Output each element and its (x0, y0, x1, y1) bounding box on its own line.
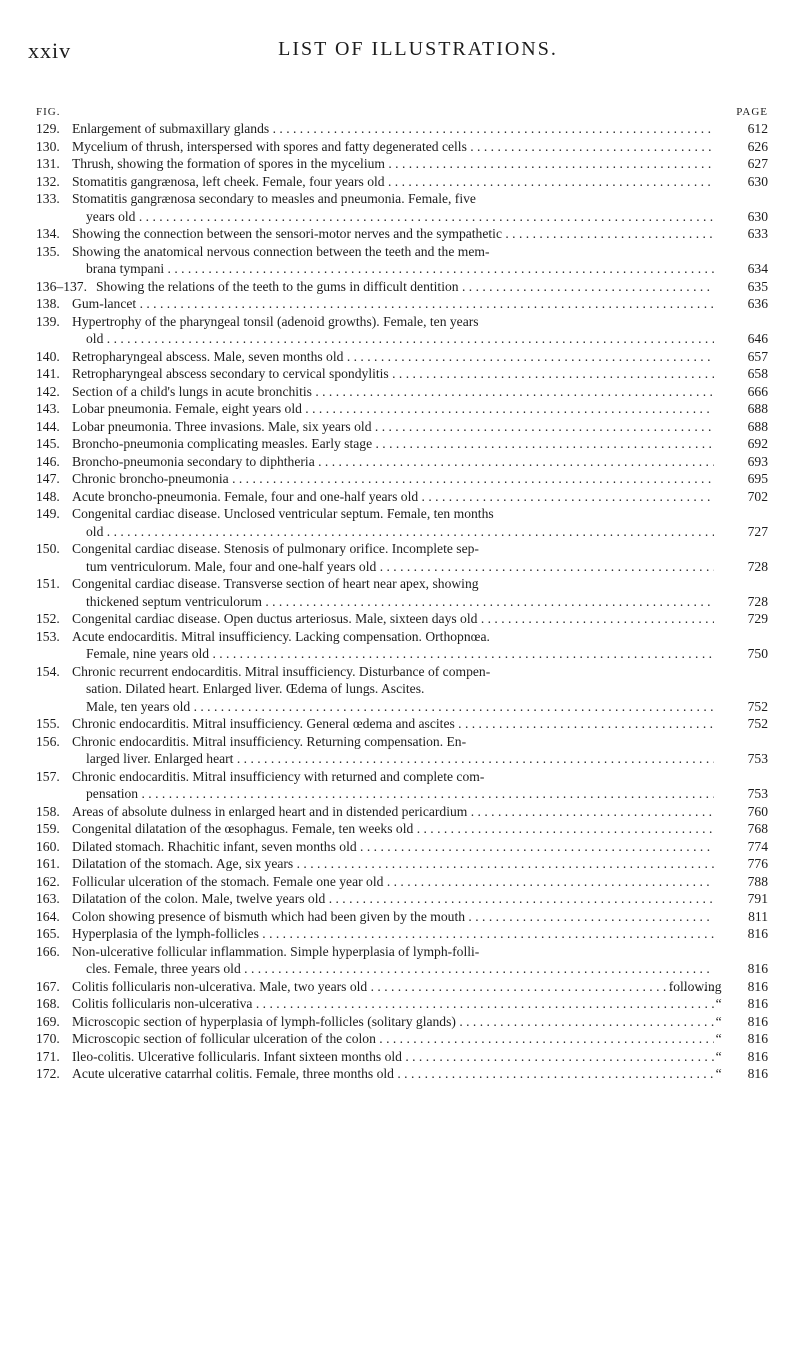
list-item (36, 155, 768, 173)
placement-note: following (668, 978, 722, 994)
page-number-value: 626 (747, 138, 768, 154)
figure-number: 132. (36, 173, 60, 189)
list-item (36, 243, 768, 278)
page-reference (716, 1065, 768, 1083)
caption-line: cles. Female, three years old . . . (72, 960, 714, 978)
list-item (36, 348, 768, 366)
figure-number: 163. (36, 891, 60, 906)
list-item (36, 803, 768, 821)
list-item (36, 313, 768, 348)
page-reference (748, 138, 768, 156)
caption-line: Stomatitis gangrænosa secondary to measles and pneumonia. Female, five (72, 191, 476, 206)
figure-number: 147. (36, 471, 60, 486)
figure-number: 167. (36, 978, 60, 994)
page-column-header: PAGE (736, 106, 768, 118)
figure-number: 170. (36, 1031, 60, 1046)
illustration-list (36, 120, 768, 1083)
page-number-value: 688 (747, 401, 768, 416)
page-number-value: 752 (747, 716, 768, 731)
caption-line: brana tympani . . . (72, 260, 714, 278)
page-number-value: 612 (747, 121, 768, 136)
caption-line: years old . . . (72, 208, 714, 226)
figure-number: 151. (36, 576, 60, 591)
caption-line: Showing the anatomical nervous connection between the teeth and the mem- (72, 243, 490, 259)
page-number-value: 753 (747, 751, 768, 766)
page-reference (748, 855, 768, 873)
caption-line: Acute broncho-pneumonia. Female, four and one-half years old . . . (72, 488, 714, 506)
caption-line: Retropharyngeal abscess secondary to cervical spondylitis . . . (72, 365, 714, 383)
page-reference (748, 873, 768, 891)
page-number-value: 816 (747, 978, 768, 994)
page-reference (748, 435, 768, 453)
page-number-value: 816 (747, 1031, 768, 1046)
page-number-value: 635 (747, 278, 768, 294)
list-item (36, 628, 768, 663)
caption-line: Microscopic section of hyperplasia of lymph-follicles (solitary glands) . . . (72, 1013, 714, 1031)
caption-line: Gum-lancet . . . (72, 295, 714, 313)
caption-line: Broncho-pneumonia secondary to diphtheria . . . (72, 453, 714, 471)
list-item (36, 540, 768, 575)
page-number-value: 729 (747, 611, 768, 626)
figure-number: 138. (36, 296, 60, 311)
page-reference (748, 330, 768, 348)
page-number-value: 657 (747, 348, 768, 364)
page-reference (748, 453, 768, 471)
page-reference (748, 610, 768, 628)
page-number-value: 666 (747, 383, 768, 399)
page-reference (748, 208, 768, 226)
caption-line: Congenital cardiac disease. Transverse section of heart near apex, showing (72, 576, 479, 591)
figure-number: 159. (36, 821, 60, 836)
page-reference (748, 838, 768, 856)
caption-line: Hyperplasia of the lymph-follicles . . . (72, 925, 714, 943)
figure-number: 136–137. (36, 278, 87, 294)
caption-line: Congenital cardiac disease. Stenosis of pulmonary orifice. Incomplete sep- (72, 541, 479, 556)
caption-line: Broncho-pneumonia complicating measles. Early stage . . . (72, 435, 714, 453)
page-number-value: 728 (747, 593, 768, 609)
caption-line: Section of a child's lungs in acute bronchitis . . . (72, 383, 714, 401)
caption-line: tum ventriculorum. Male, four and one-half years old . . . (72, 558, 714, 576)
figure-number: 133. (36, 191, 60, 206)
figure-number: 164. (36, 908, 60, 924)
caption-line: old . . . (72, 523, 714, 541)
list-item (36, 383, 768, 401)
caption-line: Acute ulcerative catarrhal colitis. Female, three months old . . . (72, 1065, 714, 1083)
placement-note: “ (715, 1031, 722, 1046)
list-item (36, 1030, 768, 1048)
page-reference (748, 488, 768, 506)
page-number-value: 816 (747, 961, 768, 976)
caption-line: Dilated stomach. Rhachitic infant, seven months old . . . (72, 838, 714, 856)
page-number-value: 658 (747, 366, 768, 381)
list-item (36, 768, 768, 803)
list-item (36, 855, 768, 873)
list-item (36, 838, 768, 856)
caption-line: Male, ten years old . . . (72, 698, 714, 716)
list-item (36, 1013, 768, 1031)
page-reference (748, 960, 768, 978)
list-item (36, 225, 768, 243)
page-reference (716, 1048, 768, 1066)
page-reference (748, 225, 768, 243)
caption-line: Lobar pneumonia. Three invasions. Male, six years old . . . (72, 418, 714, 436)
page-reference (748, 383, 768, 401)
caption-line: Showing the relations of the teeth to the gums in difficult dentition . . . (96, 278, 714, 296)
list-item (36, 435, 768, 453)
page-number-value: 702 (747, 488, 768, 504)
caption-line: Female, nine years old . . . (72, 645, 714, 663)
list-item (36, 820, 768, 838)
caption-line: Thrush, showing the formation of spores in the mycelium . . . (72, 155, 714, 173)
figure-number: 160. (36, 838, 60, 854)
list-item (36, 995, 768, 1013)
page-reference (669, 978, 768, 996)
figure-number: 154. (36, 663, 60, 679)
list-item (36, 610, 768, 628)
caption-line: larged liver. Enlarged heart . . . (72, 750, 714, 768)
figure-number: 165. (36, 926, 60, 941)
figure-number: 134. (36, 226, 60, 241)
caption-line: Congenital cardiac disease. Unclosed ventricular septum. Female, ten months (72, 506, 494, 521)
page-number-value: 633 (747, 226, 768, 241)
list-item (36, 278, 768, 296)
caption-line: Chronic endocarditis. Mitral insufficiency. Returning compensation. En- (72, 733, 467, 749)
page-reference (748, 278, 768, 296)
caption-line: Colitis follicularis non-ulcerativa . . . (72, 995, 714, 1013)
page-reference (748, 908, 768, 926)
running-title: LIST OF ILLUSTRATIONS. (278, 38, 558, 60)
caption-line: Lobar pneumonia. Female, eight years old . . . (72, 400, 714, 418)
caption-line: Colon showing presence of bismuth which had been given by the mouth . . . (72, 908, 714, 926)
page-reference (748, 925, 768, 943)
figure-number: 156. (36, 733, 60, 749)
caption-line: Areas of absolute dulness in enlarged heart and in distended pericardium . . . (72, 803, 714, 821)
figure-number: 141. (36, 366, 60, 381)
page-reference (716, 1030, 768, 1048)
list-item (36, 173, 768, 191)
page-number-value: 630 (747, 173, 768, 189)
list-item (36, 505, 768, 540)
page-reference (748, 400, 768, 418)
page-reference (748, 173, 768, 191)
figure-number: 135. (36, 243, 60, 259)
figure-number: 146. (36, 453, 60, 469)
figure-number: 172. (36, 1066, 60, 1081)
page-number-value: 692 (747, 436, 768, 451)
list-item (36, 890, 768, 908)
page-reference (748, 715, 768, 733)
figure-number: 152. (36, 611, 60, 626)
page-reference (748, 365, 768, 383)
page-number-value: 728 (747, 558, 768, 574)
page-reference (748, 785, 768, 803)
list-item (36, 418, 768, 436)
caption-line: Dilatation of the stomach. Age, six years . . . (72, 855, 714, 873)
figure-number: 143. (36, 401, 60, 416)
list-item (36, 663, 768, 716)
caption-line: Microscopic section of follicular ulceration of the colon . . . (72, 1030, 714, 1048)
figure-number: 155. (36, 716, 60, 731)
page-number-value: 752 (747, 698, 768, 714)
page-reference (748, 418, 768, 436)
figure-number: 140. (36, 348, 60, 364)
page-reference (748, 120, 768, 138)
caption-line: Dilatation of the colon. Male, twelve years old . . . (72, 890, 714, 908)
figure-number: 150. (36, 541, 60, 556)
page-reference (748, 558, 768, 576)
caption-line: Mycelium of thrush, interspersed with spores and fatty degenerated cells . . . (72, 138, 714, 156)
caption-line: Follicular ulceration of the stomach. Female one year old . . . (72, 873, 714, 891)
page-number-value: 727 (747, 523, 768, 539)
caption-line: Acute endocarditis. Mitral insufficiency. Lacking compensation. Orthopnœa. (72, 628, 490, 644)
figure-number: 145. (36, 436, 60, 451)
caption-line: Chronic broncho-pneumonia . . . (72, 470, 714, 488)
page-number-value: 630 (747, 208, 768, 224)
page-number-value: 816 (747, 926, 768, 941)
page-reference (748, 155, 768, 173)
page-reference (748, 295, 768, 313)
caption-line: Enlargement of submaxillary glands . . . (72, 120, 714, 138)
fig-column-header: FIG. (36, 106, 61, 118)
caption-line: pensation . . . (72, 785, 714, 803)
page-reference (748, 698, 768, 716)
page-number-value: 788 (747, 873, 768, 889)
page-number-value: 776 (747, 856, 768, 871)
page-number-value: 695 (747, 471, 768, 486)
placement-note: “ (715, 1066, 722, 1081)
figure-number: 168. (36, 996, 60, 1011)
list-item (36, 925, 768, 943)
figure-number: 166. (36, 943, 60, 959)
figure-number: 169. (36, 1013, 60, 1029)
caption-line: Congenital dilatation of the œsophagus. Female, ten weeks old . . . (72, 820, 714, 838)
figure-number: 153. (36, 628, 60, 644)
list-item (36, 575, 768, 610)
page-number-value: 646 (747, 331, 768, 346)
figure-number: 148. (36, 488, 60, 504)
page-reference (716, 995, 768, 1013)
page-reference (748, 593, 768, 611)
caption-line: thickened septum ventriculorum . . . (72, 593, 714, 611)
caption-line: Showing the connection between the sensori-motor nerves and the sympathetic . . . (72, 225, 714, 243)
list-item (36, 138, 768, 156)
page-number-value: 753 (747, 786, 768, 801)
running-header (28, 38, 768, 68)
list-item (36, 978, 768, 996)
page-reference (748, 260, 768, 278)
list-item (36, 295, 768, 313)
page-reference (748, 523, 768, 541)
page-reference (748, 750, 768, 768)
page-reference (748, 470, 768, 488)
figure-number: 130. (36, 138, 60, 154)
caption-line: Stomatitis gangrænosa, left cheek. Female, four years old . . . (72, 173, 714, 191)
list-item (36, 1065, 768, 1083)
caption-line: Colitis follicularis non-ulcerativa. Male, two years old . . . (72, 978, 714, 996)
figure-number: 149. (36, 506, 60, 521)
list-item (36, 470, 768, 488)
list-item (36, 908, 768, 926)
caption-line: Ileo-colitis. Ulcerative follicularis. Infant sixteen months old . . . (72, 1048, 714, 1066)
page-number-value: 688 (747, 418, 768, 434)
placement-note: “ (715, 996, 722, 1011)
list-item (36, 190, 768, 225)
page-number-value: 750 (747, 646, 768, 661)
caption-line: Chronic endocarditis. Mitral insufficiency with returned and complete com- (72, 768, 485, 784)
caption-line: Congenital cardiac disease. Open ductus arteriosus. Male, sixteen days old . . . (72, 610, 714, 628)
figure-number: 171. (36, 1048, 60, 1064)
caption-line: Non-ulcerative follicular inflammation. Simple hyperplasia of lymph-folli- (72, 943, 480, 959)
page-reference (748, 645, 768, 663)
figure-number: 161. (36, 856, 60, 871)
page-number-value: 693 (747, 453, 768, 469)
caption-line: Retropharyngeal abscess. Male, seven months old . . . (72, 348, 714, 366)
page-reference (748, 803, 768, 821)
placement-note: “ (715, 1013, 722, 1029)
page-number-value: 768 (747, 821, 768, 836)
list-item (36, 715, 768, 733)
caption-line: sation. Dilated heart. Enlarged liver. Œdema of lungs. Ascites. (86, 681, 425, 696)
list-item (36, 943, 768, 978)
figure-number: 139. (36, 313, 60, 329)
figure-number: 129. (36, 121, 60, 136)
page-reference (716, 1013, 768, 1031)
page-number: xxiv (28, 38, 72, 63)
list-item (36, 1048, 768, 1066)
page-number-value: 816 (747, 996, 768, 1011)
page-number-value: 774 (747, 838, 768, 854)
page-number-value: 636 (747, 296, 768, 311)
page-reference (748, 348, 768, 366)
figure-number: 131. (36, 156, 60, 171)
placement-note: “ (715, 1048, 722, 1064)
figure-number: 142. (36, 383, 60, 399)
page-number-value: 760 (747, 803, 768, 819)
figure-number: 144. (36, 418, 60, 434)
list-item (36, 873, 768, 891)
caption-line: Hypertrophy of the pharyngeal tonsil (adenoid growths). Female, ten years (72, 313, 479, 329)
list-item (36, 365, 768, 383)
list-item (36, 453, 768, 471)
figure-number: 158. (36, 803, 60, 819)
list-item (36, 733, 768, 768)
caption-line: Chronic recurrent endocarditis. Mitral insufficiency. Disturbance of compen- (72, 663, 491, 679)
caption-line: Chronic endocarditis. Mitral insufficiency. General œdema and ascites . . . (72, 715, 714, 733)
figure-number: 162. (36, 873, 60, 889)
page-reference (748, 890, 768, 908)
page-number-value: 816 (747, 1048, 768, 1064)
page-number-value: 811 (748, 908, 768, 924)
page-number-value: 627 (747, 156, 768, 171)
page-number-value: 791 (747, 891, 768, 906)
figure-number: 157. (36, 768, 60, 784)
list-item (36, 400, 768, 418)
list-item (36, 120, 768, 138)
page-number-value: 816 (747, 1066, 768, 1081)
list-item (36, 488, 768, 506)
page-number-value: 816 (747, 1013, 768, 1029)
page-reference (748, 820, 768, 838)
caption-line: old . . . (72, 330, 714, 348)
page-number-value: 634 (747, 261, 768, 276)
